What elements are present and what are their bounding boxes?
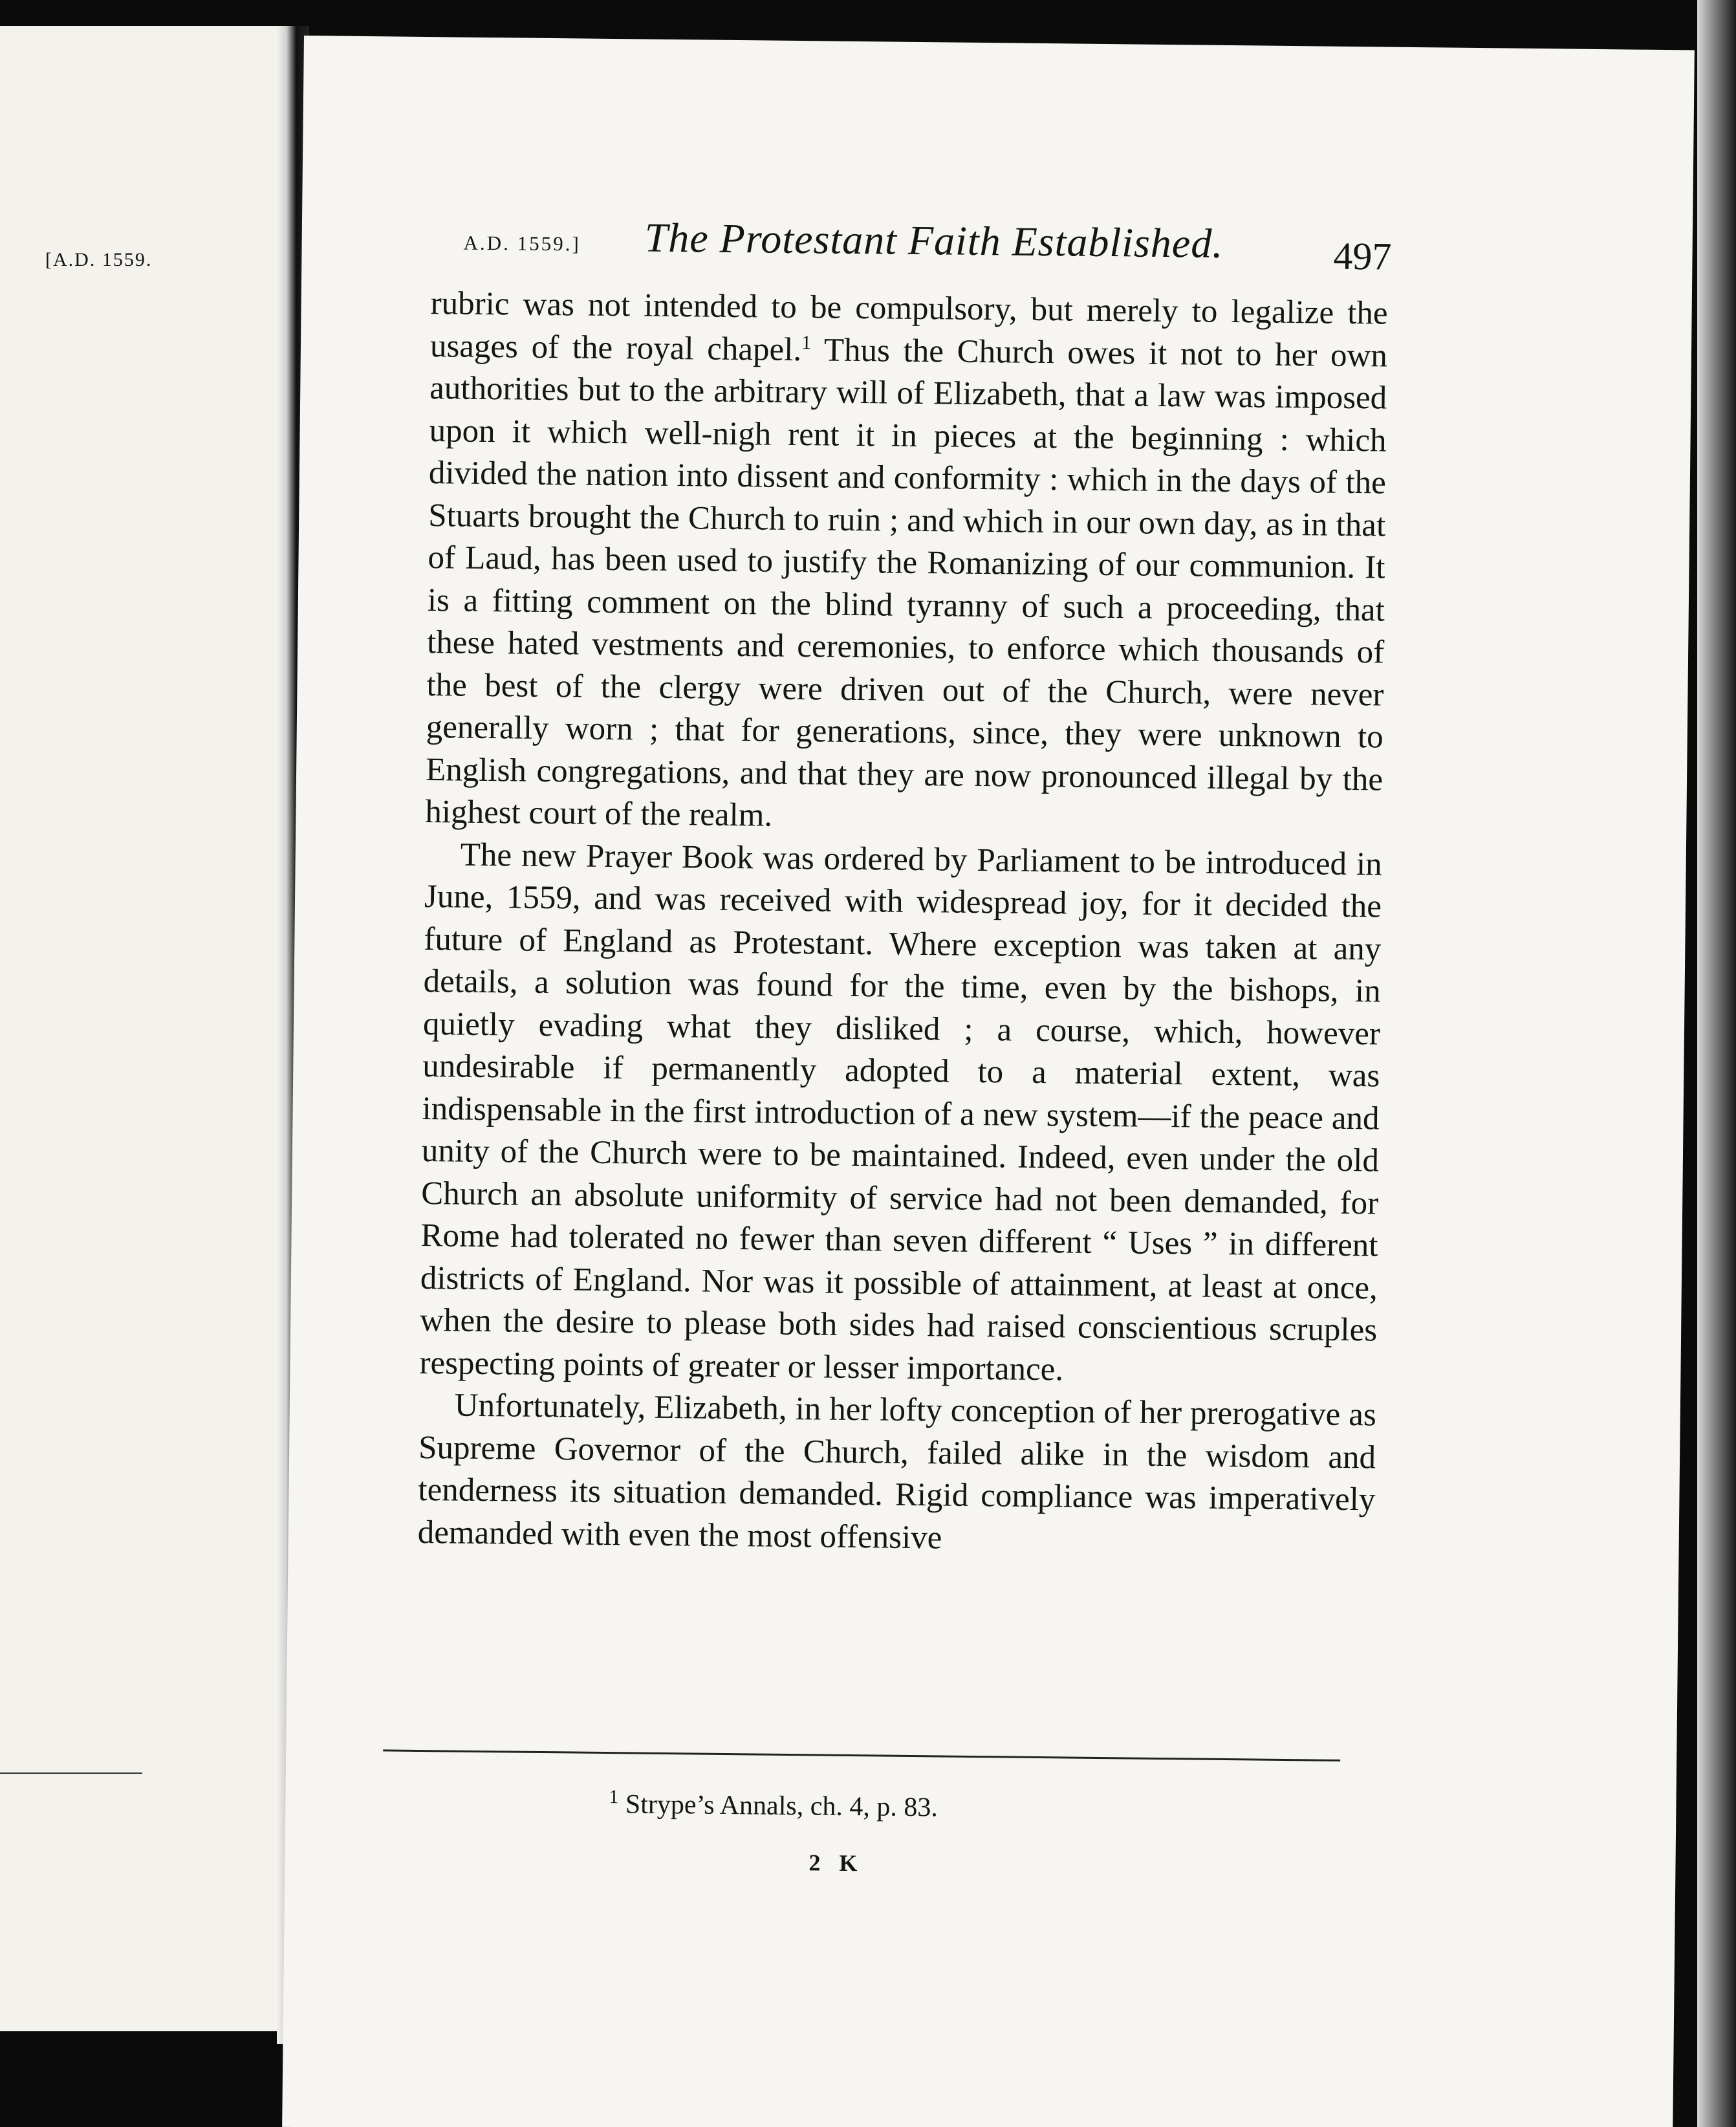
paragraph-3: Unfortunately, Elizabeth, in her lofty conception of her prerogative as Supreme Governor of the Church, failed alike in the wisdom and tenderness its situation demanded. Rigid compliance was imperatively demanded with even the most offensive [417,1387,1377,1556]
paragraph-2: The new Prayer Book was ordered by Parliament to be introduced in June, 1559, and was received with widespread joy, for it decided the future of England as Protestant. Where exception was taken at any details, a solution was found for the time, even by the bishops, in quietly evading what they disliked ; a course, which, however undesirable if permanently adopted to a material extent, was indispensable in the first introduction of a new system—if the peace and unity of the Church were to be maintained. Indeed, even under the old Church an absolute uniformity of service had not been demanded, for Rome had tolerated no fewer than seven different “ Uses ” in different districts of England. Nor was it possible of attainment, at least at once, when the desire to please both sides had raised conscientious scruples respecting points of greater or lesser importance. [419,836,1382,1388]
left-page-header: [A.D. 1559. [45,249,153,270]
paragraph-1 [425,283,1388,844]
footnote-rule [383,1749,1340,1761]
left-footnote-rule [0,1772,142,1774]
paragraph-1-text-b: Thus the Church owes it not to her own authorities but to the arbitrary will of Elizabeth, that a law was imposed upon it which well-nigh rent it in pieces at the beginning : which divided the nation into dissent and conformity : which in the days of the Stuarts brought the Church to ruin ; and which in our own day, as in that of Laud, has been used to justify the Romanizing of our communion. It is a fitting comment on the blind tyranny of such a proceeding, that these hated vestments and ceremonies, to enforce which thousands of the best of the clergy were driven out of the Church, were never generally worn ; that for generations, since, they were unknown to English congregations, and that they are now pronounced illegal by the highest court of the realm. [425,331,1388,834]
running-header-date: A.D. 1559.] [463,231,581,256]
paragraph-1-text-a: rubric was not intended to be compulsory, but merely to legalize the usages of the royal chapel. [429,285,1388,368]
footnote-text: Strype’s Annals, ch. 4, p. 83. [625,1789,939,1823]
left-page [0,26,298,2031]
page-body [417,283,1387,1564]
page-edge-shadow [1697,0,1736,2127]
running-header-title: The Protestant Faith Established. [644,214,1224,267]
right-page [282,36,1695,2127]
page-number: 497 [1333,234,1392,278]
printer-signature: 2 K [808,1849,864,1877]
footnote-reference: 1 [801,331,812,353]
footnote-mark: 1 [609,1786,619,1808]
footnote [609,1786,939,1823]
